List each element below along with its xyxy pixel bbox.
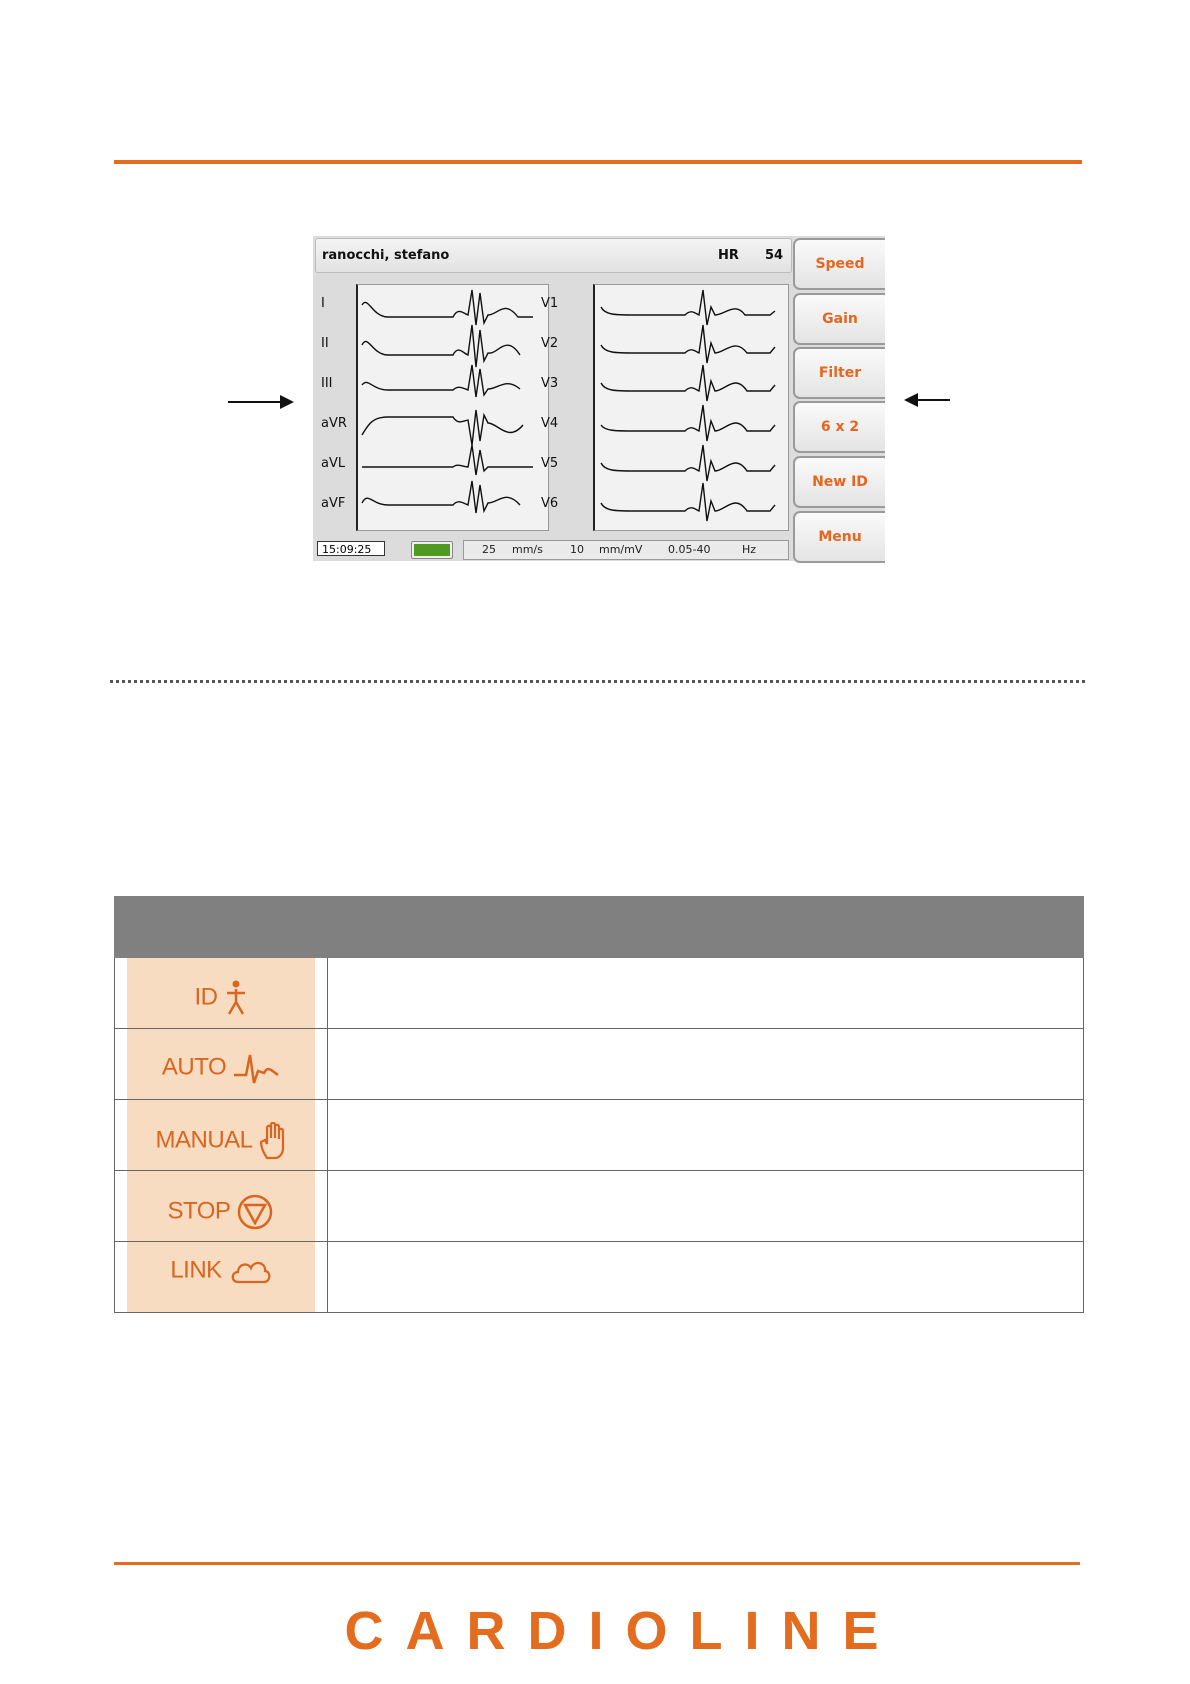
left-arrow-head [280,395,294,409]
stop-triangle-icon [236,1193,274,1231]
hr-label: HR [718,248,739,263]
menu-button[interactable]: Menu [793,511,885,563]
lead-label: V2 [541,336,559,351]
auto-key[interactable] [127,1029,315,1099]
icon-cell [115,1242,328,1313]
gain-button[interactable]: Gain [793,293,885,345]
lead-label: aVF [321,496,346,511]
table-row [115,1171,1084,1242]
lead-label: V1 [541,296,559,311]
acquisition-params [463,540,789,560]
description-cell [328,1100,1084,1171]
ecg-wave-icon [232,1051,280,1085]
speed-value: 25 [482,543,496,556]
lead-label: V3 [541,376,559,391]
stop-key[interactable] [127,1171,315,1241]
ecg-screen [313,236,885,561]
icon-cell [115,958,328,1029]
key-label: MANUAL [155,1126,253,1154]
description-cell [328,1171,1084,1242]
description-cell [328,1242,1084,1313]
gain-value: 10 [570,543,584,556]
layout-button[interactable]: 6 x 2 [793,401,885,453]
table-row [115,1100,1084,1171]
icon-cell [115,1171,328,1242]
link-key[interactable] [127,1242,315,1312]
trace-panel-right [593,284,789,531]
trace-panel-left [356,284,549,531]
patient-header [315,238,792,273]
table-row [115,1029,1084,1100]
id-key[interactable] [127,958,315,1028]
cardioline-logo: CARDIOLINE [344,1601,901,1661]
left-arrow-icon [228,401,288,403]
section-divider [110,680,1085,683]
hr-value: 54 [765,248,784,263]
description-cell [328,958,1084,1029]
manual-key[interactable] [127,1100,315,1170]
lead-label: I [321,296,325,311]
lead-label: V4 [541,416,559,431]
icon-cell [115,1029,328,1100]
key-label: LINK [170,1256,222,1284]
bottom-rule [114,1562,1080,1565]
key-label: AUTO [161,1053,227,1081]
keys-table [114,896,1084,1313]
table-row [115,1242,1084,1313]
lead-label: aVL [321,456,346,471]
filter-value: 0.05-40 [668,543,711,556]
clock: 15:09:25 [317,541,385,556]
person-icon [224,980,248,1016]
right-arrow-head [904,393,918,407]
speed-unit: mm/s [512,543,543,556]
patient-name: ranocchi, stefano [322,248,450,263]
lead-label: II [321,336,329,351]
hand-icon [259,1122,287,1160]
new-id-button[interactable]: New ID [793,456,885,508]
table-header-cell [328,897,1084,958]
lead-label: aVR [321,416,347,431]
cloud-icon [228,1256,272,1286]
battery-icon [411,541,453,559]
ecg-waveforms-right [595,285,788,530]
icon-cell [115,1100,328,1171]
table-row [115,958,1084,1029]
gain-unit: mm/mV [599,543,643,556]
lead-label: V5 [541,456,559,471]
top-rule [114,160,1082,164]
table-header-row [115,897,1084,958]
key-label: ID [194,983,218,1011]
table-header-cell [115,897,328,958]
filter-button[interactable]: Filter [793,347,885,399]
filter-unit: Hz [742,543,757,556]
status-bar [315,539,791,559]
speed-button[interactable]: Speed [793,238,885,290]
lead-label: III [321,376,333,391]
ecg-waveforms-left [358,285,548,530]
key-label: STOP [167,1197,231,1225]
lead-label: V6 [541,496,559,511]
description-cell [328,1029,1084,1100]
